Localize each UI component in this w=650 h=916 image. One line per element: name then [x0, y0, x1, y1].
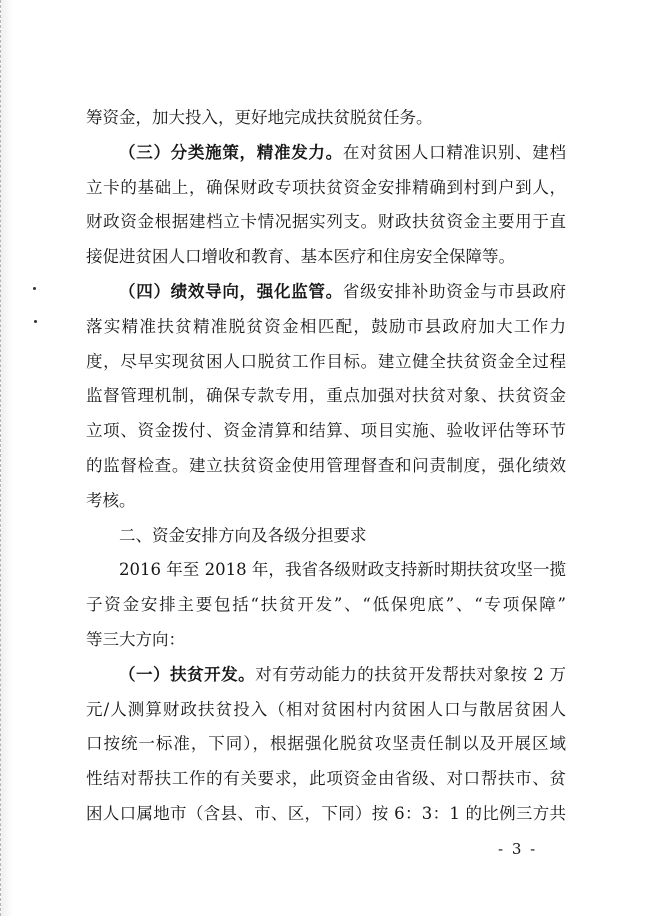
line-text: 省级安排补助资金与市县政府: [342, 281, 567, 301]
text-line: [86, 275, 566, 310]
heading-label: （三）分类施策，精准发力。: [119, 142, 343, 162]
text-line: [86, 484, 566, 519]
text-line: [86, 797, 566, 832]
heading-label: （四）绩效导向，强化监管。: [119, 281, 343, 301]
scan-edge: [0, 0, 13, 916]
line-text: 度，尽早实现贫困人口脱贫工作目标。建立健全扶贫资金全过程: [86, 351, 566, 371]
line-text: 财政资金根据建档立卡情况据实列支。财政扶贫资金主要用于直: [86, 212, 566, 232]
text-line: [86, 101, 566, 136]
scan-speck: [34, 320, 37, 323]
text-line: [86, 693, 566, 728]
page-number: - 3 -: [498, 840, 538, 858]
text-line: [86, 345, 566, 380]
body-text: [86, 101, 566, 832]
text-line: [86, 205, 566, 240]
text-line: [86, 136, 566, 171]
line-text: 考核。: [86, 490, 136, 510]
text-line: [86, 449, 566, 484]
text-line: [86, 658, 566, 693]
text-line: [86, 414, 566, 449]
line-text: 子资金安排主要包括“扶贫开发”、“低保兜底”、“专项保障”: [86, 595, 566, 615]
line-text: 口按统一标准，下同），根据强化脱贫攻坚责任制以及开展区域: [86, 734, 566, 754]
line-text: 元/人测算财政扶贫投入（相对贫困村内贫困人口与散居贫困人: [86, 699, 566, 719]
text-line: [86, 762, 566, 797]
text-line: [86, 240, 566, 275]
line-text: 的监督检查。建立扶贫资金使用管理督查和问责制度，强化绩效: [86, 455, 566, 475]
text-line: [86, 553, 566, 588]
line-text: 性结对帮扶工作的有关要求，此项资金由省级、对口帮扶市、贫: [86, 769, 566, 789]
line-text: 等三大方向：: [86, 629, 185, 649]
text-line: [86, 519, 566, 554]
line-text: 监督管理机制，确保专款专用，重点加强对扶贫对象、扶贫资金: [86, 386, 566, 406]
line-text: 接促进贫困人口增收和教育、基本医疗和住房安全保障等。: [86, 247, 515, 267]
line-text: 筹资金，加大投入，更好地完成扶贫脱贫任务。: [86, 108, 433, 127]
heading-label: （一）扶贫开发。: [119, 664, 256, 684]
line-text: 2016 年至 2018 年，我省各级财政支持新时期扶贫攻坚一揽: [119, 560, 566, 580]
line-text: 在对贫困人口精准识别、建档: [342, 142, 567, 162]
line-text: 落实精准扶贫精准脱贫资金相匹配，鼓励市县政府加大工作力: [86, 316, 566, 336]
scan-speck: [33, 287, 36, 290]
line-text: 二、资金安排方向及各级分担要求: [119, 525, 367, 545]
line-text: 对有劳动能力的扶贫开发帮扶对象按 2 万: [255, 664, 566, 684]
line-text: 困人口属地市（含县、市、区，下同）按 6：3：1 的比例三方共: [86, 803, 566, 823]
text-line: [86, 171, 566, 206]
text-line: [86, 379, 566, 414]
line-text: 立项、资金拨付、资金清算和结算、项目实施、验收评估等环节: [86, 421, 566, 441]
text-line: [86, 623, 566, 658]
text-line: [86, 310, 566, 345]
text-line: [86, 588, 566, 623]
line-text: 立卡的基础上，确保财政专项扶贫资金安排精确到村到户到人，: [86, 177, 566, 197]
text-line: [86, 727, 566, 762]
